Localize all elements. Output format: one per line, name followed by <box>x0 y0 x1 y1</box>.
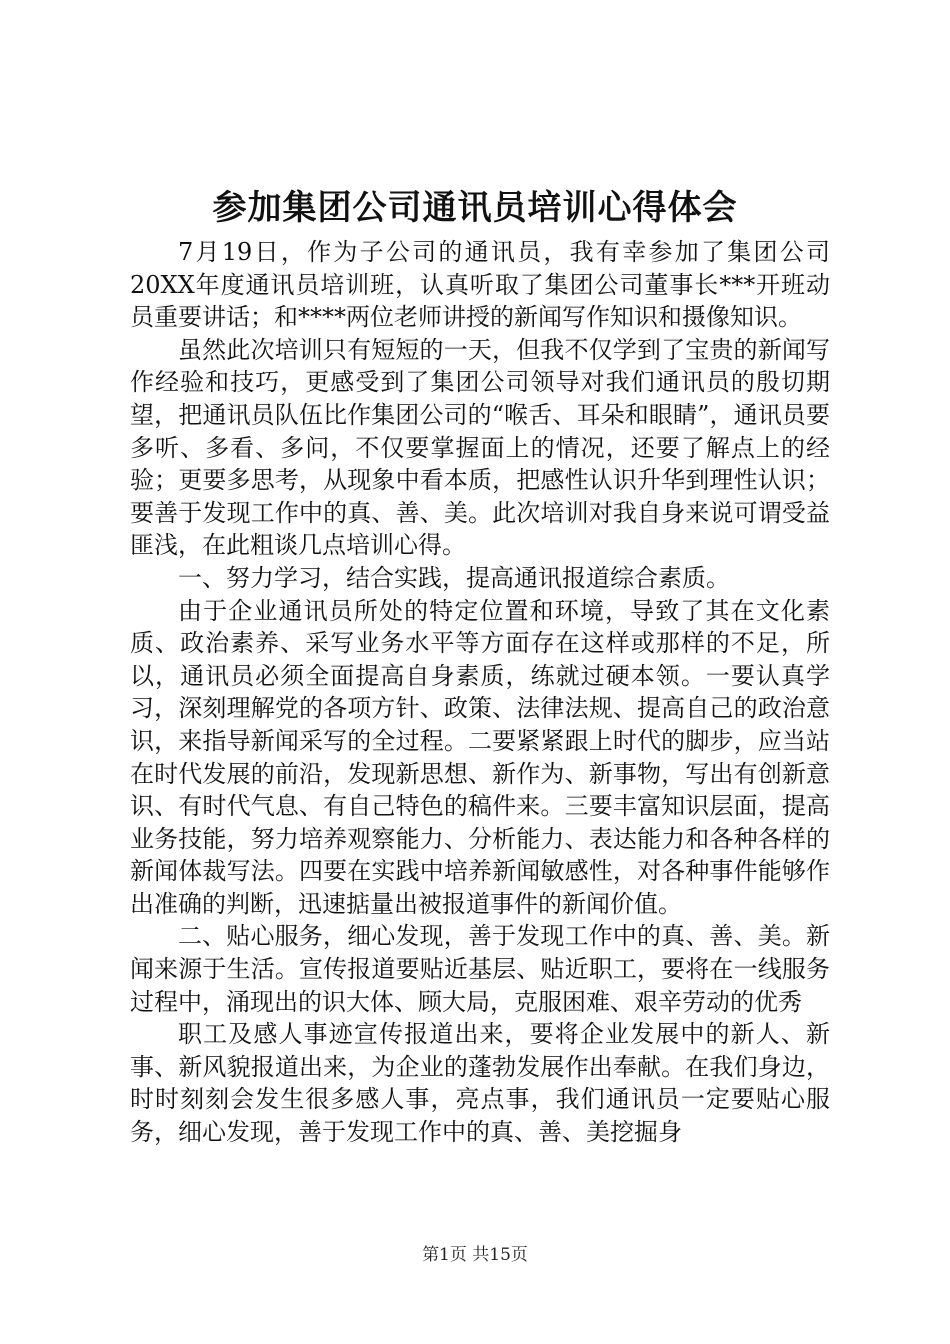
page-footer: 第1页 共15页 <box>422 1245 528 1265</box>
paragraph-2: 虽然此次培训只有短短的一天，但我不仅学到了宝贵的新闻写作经验和技巧，更感受到了集团公司领导对我们通讯员的殷切期望，把通讯员队伍比作集团公司的“喉舌、耳朵和眼睛”，通讯员要多听、多看、多问，不仅要掌握面上的情况，还要了解点上的经验；更要多思考，从现象中看本质，把感性认识升华到理性认识；要善于发现工作中的真、善、美。此次培训对我自身来说可谓受益匪浅，在此粗谈几点培训心得。 <box>130 335 830 560</box>
paragraph-1: 7月19日，作为子公司的通讯员，我有幸参加了集团公司20XX年度通讯员培训班，认真听取了集团公司董事长***开班动员重要讲话；和****两位老师讲授的新闻写作知识和摄像知识。 <box>130 238 830 332</box>
paragraph-4: 职工及感人事迹宣传报道出来，要将企业发展中的新人、新事、新风貌报道出来，为企业的蓬勃发展作出奉献。在我们身边，时时刻刻会发生很多感人事，亮点事，我们通讯员一定要贴心服务，细心发现，善于发现工作中的真、善、美挖掘身 <box>130 1020 830 1147</box>
document-body <box>130 236 830 1149</box>
document-title: 参加集团公司通讯员培训心得体会 <box>212 188 738 228</box>
section-heading-1: 一、努力学习，结合实践，提高通讯报道综合素质。 <box>178 563 730 592</box>
paragraph-3: 由于企业通讯员所处的特定位置和环境，导致了其在文化素质、政治素养、采写业务水平等方面存在这样或那样的不足，所以，通讯员必须全面提高自身素质，练就过硬本领。一要认真学习，深刻理解党的各项方针、政策、法律法规、提高自己的政治意识，来指导新闻采写的全过程。二要紧紧跟上时代的脚步，应当站在时代发展的前沿，发现新思想、新作为、新事物，写出有创新意识、有时代气息、有自己特色的稿件来。三要丰富知识层面，提高业务技能，努力培养观察能力、分析能力、表达能力和各种各样的新闻体裁写法。四要在实践中培养新闻敏感性，对各种事件能够作出准确的判断，迅速掂量出被报道事件的新闻价值。 <box>130 596 830 918</box>
section-heading-2: 二、贴心服务，细心发现，善于发现工作中的真、善、美。新闻来源于生活。宣传报道要贴近基层、贴近职工，要将在一线服务过程中，涌现出的识大体、顾大局，克服困难、艰辛劳动的优秀 <box>130 922 830 1016</box>
